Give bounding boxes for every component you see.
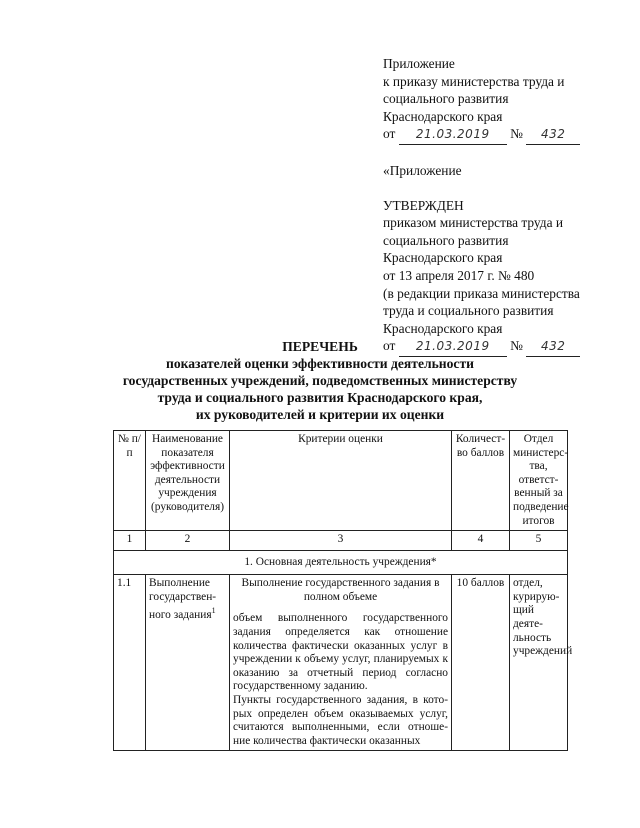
table-row: [114, 575, 568, 751]
approved-line-5: (в редакции приказа министерства: [383, 285, 580, 301]
row-indicator-name: Выполнение государствен-ного задания: [149, 577, 217, 622]
appendix-line-2: к приказу министерства труда и: [383, 73, 565, 89]
column-number-row: [114, 531, 568, 551]
appendix-line-3: социального развития: [383, 91, 509, 107]
row-num: 1.1: [114, 575, 146, 751]
col-number-4: 4: [452, 531, 510, 551]
appendix-date-field: [399, 125, 507, 145]
header-num: № п/п: [114, 431, 146, 531]
appendix-date-prefix: от: [383, 126, 396, 142]
title-line-3: труда и социального развития Краснодарского края,: [157, 390, 483, 405]
document-title: ПЕРЕЧЕНЬ: [282, 339, 358, 354]
col-number-1: 1: [114, 531, 146, 551]
col-number-3: 3: [230, 531, 452, 551]
appendix-block: [383, 55, 633, 357]
appendix-date-line: [383, 125, 633, 145]
approved-line-4: от 13 апреля 2017 г. № 480: [383, 267, 535, 283]
approved-date-value: 21.03.2019: [415, 339, 490, 354]
title-line-4: их руководителей и критерии их оценки: [195, 407, 445, 422]
approved-date-prefix: от: [383, 338, 396, 354]
appendix-number-value: 432: [541, 127, 566, 142]
appendix-line-4: Краснодарского края: [383, 108, 503, 124]
appendix-date-value: 21.03.2019: [415, 127, 490, 142]
appendix-line-1: Приложение: [383, 56, 455, 71]
row-criteria-paragraph-1: объем выполненного государственного задания определяется как отношение количества фактически оказанных услуг в учреждении к объему услуг, планируемых к оказанию за отчетный период согласно государственному заданию.: [233, 612, 448, 693]
approved-number-prefix: №: [510, 338, 523, 354]
footnote-marker: 1: [211, 606, 216, 616]
criteria-table: [113, 430, 573, 751]
row-points: 10 баллов: [452, 575, 510, 751]
approved-line-1: приказом министерства труда и: [383, 215, 564, 231]
section-row: [114, 551, 568, 575]
header-indicator-name: Наименование показателя эффективности деятельности учреждения (руководителя): [146, 431, 230, 531]
row-indicator-cell: [146, 575, 230, 751]
approved-line-2: социального развития: [383, 232, 509, 248]
approved-number-value: 432: [541, 339, 566, 354]
page-bottom: [0, 758, 640, 828]
section-title: 1. Основная деятельность учреждения*: [114, 551, 568, 575]
col-number-5: 5: [510, 531, 568, 551]
header-criteria: Критерии оценки: [230, 431, 452, 531]
col-number-2: 2: [146, 531, 230, 551]
title-line-2: государственных учреждений, подведомственных министерству: [122, 373, 518, 388]
row-criteria-paragraph-2: Пункты государственного задания, в кото-рых определен объем оказываемых услуг, считаются выполненными, если отноше-ние количества фактически оказанных: [233, 693, 448, 747]
table-header-row: [114, 431, 568, 531]
approved-word: УТВЕРЖДЕН: [383, 197, 464, 213]
approved-line-7: Краснодарского края: [383, 320, 503, 336]
header-department: Отдел министерс-тва, ответст-венный за подведение итогов: [510, 431, 568, 531]
approved-line-6: труда и социального развития: [383, 303, 554, 319]
quote-appendix: «Приложение: [383, 162, 462, 178]
row-department: отдел, курирую-щий деяте-льность учреждений: [510, 575, 568, 751]
header-points: Количест-во баллов: [452, 431, 510, 531]
appendix-number-field: [526, 125, 580, 145]
appendix-number-prefix: №: [510, 126, 523, 142]
row-criteria-title: Выполнение государственного задания в полном объеме: [241, 577, 440, 603]
title-line-1: показателей оценки эффективности деятельности: [166, 356, 474, 371]
approved-line-3: Краснодарского края: [383, 250, 503, 266]
row-criteria-cell: [230, 575, 452, 751]
